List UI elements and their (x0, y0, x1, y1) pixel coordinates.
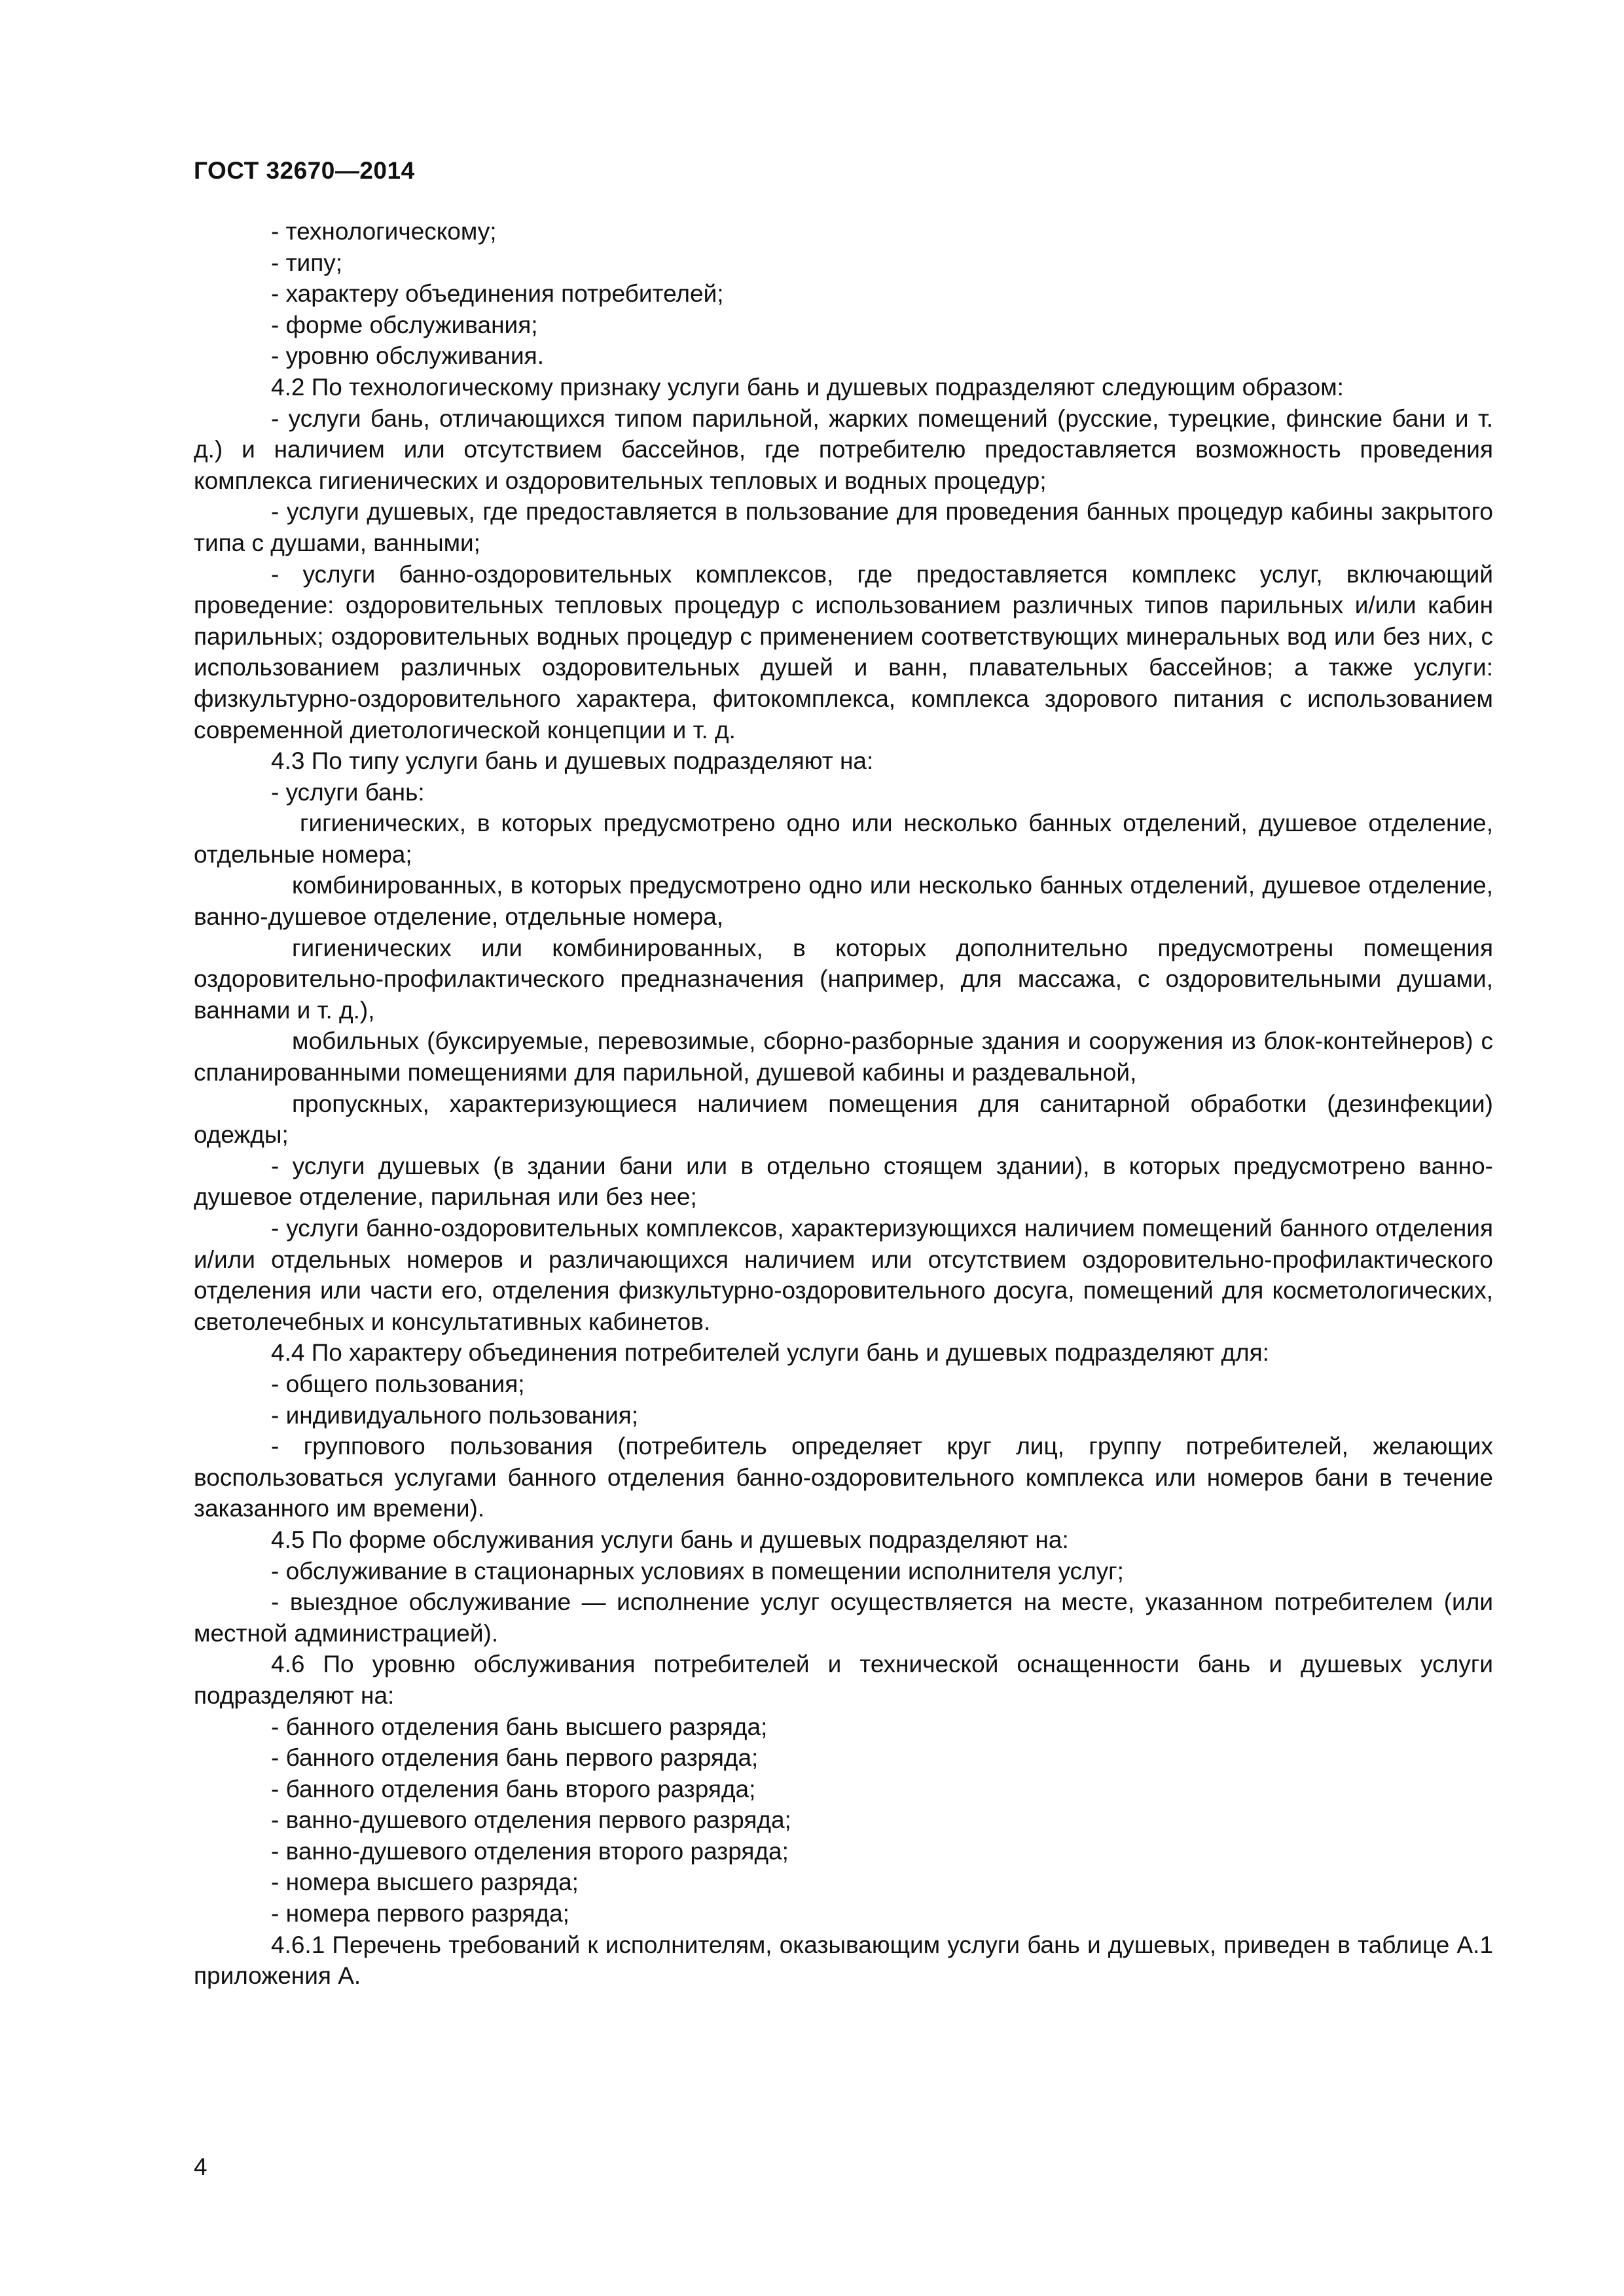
paragraph: 4.6 По уровню обслуживания потребителей и технической оснащенности бань и душевых услуги подразделяют на: (194, 1651, 1493, 1709)
paragraph: гигиенических, в которых предусмотрено одно или несколько банных отделений, душевое отделение, отдельные номера; (194, 810, 1493, 868)
paragraph: - уровню обслуживания. (271, 342, 544, 370)
paragraph: 4.6.1 Перечень требований к исполнителям, оказывающим услуги бань и душевых, приведен в таблице А.1 приложения А. (194, 1931, 1493, 1990)
paragraph: мобильных (буксируемые, перевозимые, сборно-разборные здания и сооружения из блок-контейнеров) с спланированными помещениями для парильной, душевой кабины и раздевальной, (194, 1028, 1493, 1086)
paragraph: - характеру объединения потребителей; (271, 280, 724, 308)
paragraph: пропускных, характеризующиеся наличием помещения для санитарной обработки (дезинфекции) одежды; (194, 1090, 1493, 1149)
paragraph: - форме обслуживания; (271, 311, 538, 338)
paragraph: - индивидуального пользования; (271, 1401, 638, 1429)
paragraph: - номера первого разряда; (271, 1900, 569, 1928)
paragraph: 4.3 По типу услуги бань и душевых подразделяют на: (271, 747, 874, 775)
paragraph: - технологическому; (271, 218, 497, 245)
paragraph: - услуги банно-оздоровительных комплексов, где предоставляется комплекс услуг, включающий проведение: оздоровительных тепловых процедур с использованием различных типов парильных и/или кабин парильных; оздоровительных водных процедур с применением соответствующих минеральных вод или без них, с использованием различных оздоровительных душей и ванн, плавательных бассейнов; а также услуги: физкультурно-оздоровительного характера, фитокомплекса, комплекса здорового питания с использованием современной диетологической концепции и т. д. (194, 560, 1493, 744)
paragraph: 4.2 По технологическому признаку услуги бань и душевых подразделяют следующим образом: (271, 373, 1344, 401)
paragraph: 4.4 По характеру объединения потребителей услуги бань и душевых подразделяют для: (271, 1339, 1269, 1367)
paragraph: - банного отделения бань высшего разряда; (271, 1713, 768, 1740)
paragraph: 4.5 По форме обслуживания услуги бань и душевых подразделяют на: (271, 1526, 1069, 1553)
paragraph: гигиенических или комбинированных, в которых дополнительно предусмотрены помещения оздоровительно-профилактического предназначения (например, для массажа, с оздоровительными душами, ваннами и т. д.), (194, 934, 1493, 1024)
paragraph: - услуги душевых, где предоставляется в пользование для проведения банных процедур кабины закрытого типа с душами, ванными; (194, 498, 1493, 556)
paragraph: - ванно-душевого отделения первого разряда; (271, 1806, 791, 1834)
document-header: ГОСТ 32670—2014 (194, 157, 415, 184)
document-body (194, 216, 1493, 1992)
page-number: 4 (194, 2153, 208, 2180)
paragraph: - типу; (271, 249, 343, 276)
paragraph: - услуги бань, отличающихся типом парильной, жарких помещений (русские, турецкие, финские бани и т. д.) и наличием или отсутствием бассейнов, где потребителю предоставляется возможность проведения комплекса гигиенических и оздоровительных тепловых и водных процедур; (194, 404, 1493, 494)
paragraph: - выездное обслуживание — исполнение услуг осуществляется на месте, указанном потребителем (или местной администрацией). (194, 1588, 1493, 1647)
paragraph: - услуги банно-оздоровительных комплексов, характеризующихся наличием помещений банного отделения и/или отдельных номеров и различающихся наличием или отсутствием оздоровительно-профилактического отделения или части его, отделения физкультурно-оздоровительного досуга, помещений для косметологических, светолечебных и консультативных кабинетов. (194, 1215, 1493, 1335)
paragraph: - ванно-душевого отделения второго разряда; (271, 1837, 789, 1865)
paragraph: - общего пользования; (271, 1370, 525, 1397)
paragraph: комбинированных, в которых предусмотрено одно или несколько банных отделений, душевое отделение, ванно-душевое отделение, отдельные номера, (194, 872, 1493, 931)
paragraph: - банного отделения бань первого разряда; (271, 1744, 759, 1772)
paragraph: - номера высшего разряда; (271, 1869, 579, 1896)
paragraph: - банного отделения бань второго разряда; (271, 1775, 756, 1803)
paragraph: - услуги душевых (в здании бани или в отдельно стоящем здании), в которых предусмотрено ванно-душевое отделение, парильная или без нее; (194, 1152, 1493, 1211)
paragraph: - группового пользования (потребитель определяет круг лиц, группу потребителей, желающих воспользоваться услугами банного отделения банно-оздоровительного комплекса или номеров бани в течение заказанного им времени). (194, 1433, 1493, 1522)
paragraph: - обслуживание в стационарных условиях в помещении исполнителя услуг; (271, 1557, 1124, 1585)
paragraph: - услуги бань: (271, 778, 425, 806)
